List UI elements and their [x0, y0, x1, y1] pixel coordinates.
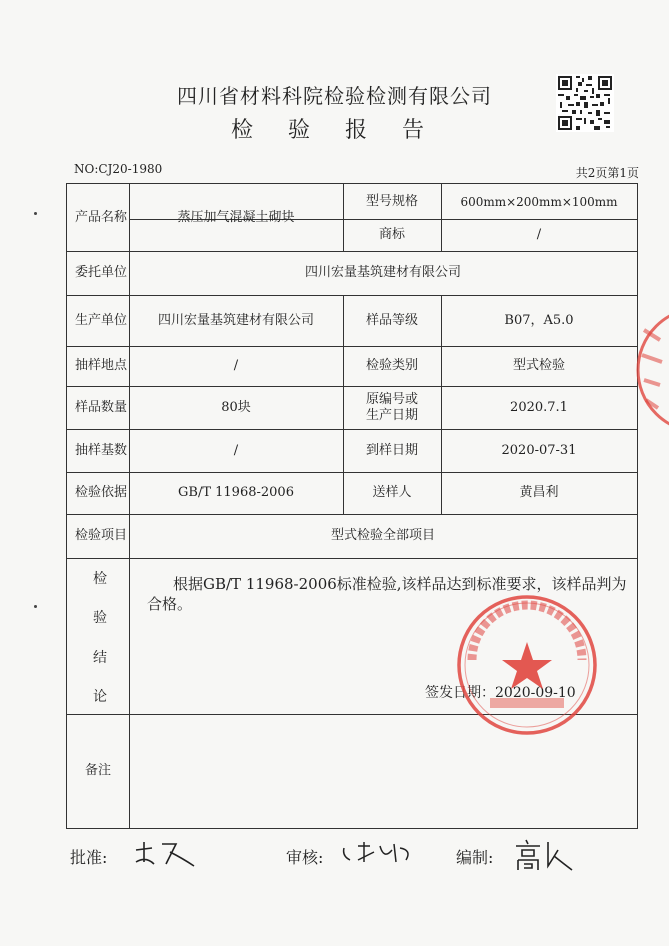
official-seal [452, 590, 602, 740]
label-sampling-site: 抽样地点 [75, 358, 128, 373]
label-quantity: 样品数量 [75, 399, 128, 415]
value-client: 四川宏量基筑建材有限公司 [304, 265, 461, 280]
label-prod-date-line1: 原编号或 [365, 391, 418, 407]
label-arrival-date: 到样日期 [365, 442, 418, 458]
conclusion-label-2: 验 [93, 610, 107, 626]
value-sender: 黄昌利 [519, 485, 559, 500]
value-product-name: 蒸压加气混凝土砌块 [177, 209, 295, 225]
page-count: 共2页第1页 [575, 166, 639, 180]
value-prod-date: 2020.7.1 [510, 399, 568, 415]
label-prod-date [343, 386, 441, 429]
label-trademark: 商标 [378, 227, 405, 242]
conclusion-label-3: 结 [93, 650, 107, 666]
label-client: 委托单位 [75, 265, 128, 280]
report-number: NO:CJ20-1980 [74, 162, 163, 176]
value-trademark: / [536, 227, 542, 242]
edge-seal [630, 300, 669, 440]
value-arrival-date: 2020-07-31 [501, 442, 577, 458]
approve-signature [132, 838, 202, 870]
value-sampling-base: / [233, 442, 239, 458]
scan-speck [34, 605, 37, 608]
conclusion-label-4: 论 [93, 689, 107, 705]
label-model: 型号规格 [365, 193, 418, 209]
qr-code-icon [556, 74, 614, 132]
value-model: 600mm×200mm×100mm [460, 194, 618, 209]
label-remarks: 备注 [84, 763, 111, 778]
value-basis: GB/T 11968-2006 [178, 485, 294, 500]
conclusion-label-1: 检 [93, 571, 107, 587]
prepare-label: 编制: [456, 848, 494, 867]
approve-label: 批准: [70, 848, 108, 867]
label-grade: 样品等级 [365, 312, 418, 328]
conclusion-text: 根据GB/T 11968-2006标准检验,该样品达到标准要求，该样品判为合格。 [147, 575, 627, 613]
label-test-items: 检验项目 [75, 528, 128, 543]
value-sampling-site: / [233, 358, 239, 373]
scan-speck [34, 212, 37, 215]
value-producer: 四川宏量基筑建材有限公司 [157, 312, 314, 328]
label-test-type: 检验类别 [365, 358, 418, 373]
company-name: 四川省材料科院检验检测有限公司 [177, 84, 492, 108]
label-sender: 送样人 [372, 485, 412, 500]
value-quantity: 80块 [221, 399, 251, 415]
label-prod-date-line2: 生产日期 [365, 407, 418, 423]
label-producer: 生产单位 [75, 312, 128, 328]
prepare-signature [512, 836, 576, 872]
value-test-items: 型式检验全部项目 [330, 528, 435, 543]
value-grade: B07，A5.0 [504, 312, 574, 328]
label-sampling-base: 抽样基数 [75, 442, 128, 458]
review-label: 审核: [286, 848, 324, 867]
report-title: 检 验 报 告 [231, 118, 438, 143]
label-basis: 检验依据 [75, 485, 128, 500]
label-product-name: 产品名称 [75, 209, 128, 225]
issue-date: 签发日期：2020-09-10 [425, 685, 576, 701]
review-signature [340, 838, 420, 868]
value-test-type: 型式检验 [512, 358, 565, 373]
